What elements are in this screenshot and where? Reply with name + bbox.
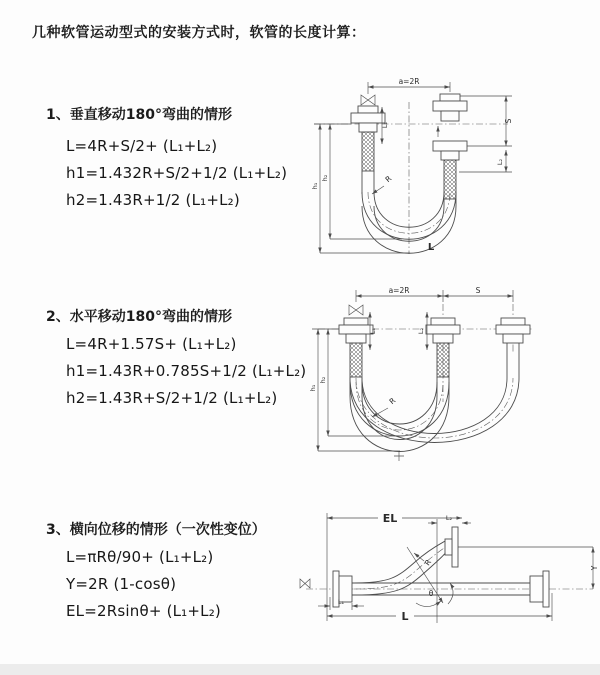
angle-construction: [407, 547, 453, 607]
page-bottom-band: [0, 664, 600, 675]
braid-section: [437, 343, 449, 377]
l1-label: L₁: [369, 327, 377, 335]
displaced-hose: [354, 541, 445, 595]
section-lateral-displacement: [46, 519, 316, 620]
span-dimension-label: a=2R: [388, 286, 410, 295]
centre-tick: [394, 451, 404, 461]
formula-h1: h1=1.432R+S/2+1/2 (L₁+L₂): [66, 164, 288, 182]
h2-label: h₂: [321, 174, 329, 182]
formula-length: L=4R+S/2+ (L₁+L₂): [66, 137, 218, 155]
l1-label: L₁: [381, 121, 389, 129]
section-3-heading: 3、横向位移的情形（一次性变位）: [46, 522, 266, 538]
section-2-heading: 2、水平移动180°弯曲的情形: [46, 309, 232, 325]
valve-icon: [349, 305, 363, 315]
stroke-label: S: [475, 286, 481, 295]
y-label: Y: [590, 565, 599, 571]
formula-length: L=4R+1.57S+ (L₁+L₂): [66, 335, 237, 353]
diagram-horizontal-180-bend: [306, 282, 536, 474]
l2-label: L₂: [417, 327, 425, 335]
radius-label: R: [422, 557, 434, 568]
length-label: L: [401, 610, 409, 623]
right-fitting-upper: [433, 94, 467, 121]
l2-label: L₂: [445, 514, 453, 522]
section-1-heading: 1、垂直移动180°弯曲的情形: [46, 107, 232, 123]
braid-section: [350, 343, 362, 377]
left-fitting: [351, 106, 385, 194]
length-label: L: [427, 242, 435, 253]
radius-label: R: [387, 395, 398, 407]
h1-label: h₁: [311, 182, 319, 190]
middle-fitting: [426, 318, 460, 396]
formula-y: Y=2R (1-cosθ): [66, 575, 177, 593]
diagram-lateral-displacement: [298, 497, 600, 652]
formula-h2: h2=1.43R+1/2 (L₁+L₂): [66, 191, 240, 209]
formula-h1: h1=1.43R+0.785S+1/2 (L₁+L₂): [66, 362, 307, 380]
l1-label: L₁: [337, 598, 345, 606]
displaced-flange: [445, 527, 593, 567]
formula-h2: h2=1.43R+S/2+1/2 (L₁+L₂): [66, 389, 278, 407]
right-flange: [530, 571, 549, 607]
h1-label: h₁: [309, 384, 317, 392]
diagram-vertical-180-bend: [306, 74, 531, 256]
l2-label: L₂: [496, 158, 504, 166]
theta-label: θ: [428, 589, 434, 598]
page-title: 几种软管运动型式的安装方式时，软管的长度计算：: [32, 25, 366, 41]
braid-section: [362, 132, 374, 171]
section-vertical-movement: [46, 104, 316, 209]
stroke-label: S: [504, 118, 513, 124]
valve-icon: [361, 95, 375, 105]
el-label: EL: [382, 512, 398, 525]
section-horizontal-movement: [46, 306, 316, 407]
valve-icon: [300, 579, 310, 588]
span-dimension-label: a=2R: [398, 77, 420, 86]
formula-length: L=πRθ/90+ (L₁+L₂): [66, 548, 214, 566]
radius-label: R: [383, 173, 394, 185]
formula-el: EL=2Rsinθ+ (L₁+L₂): [66, 602, 221, 620]
braid-section: [444, 160, 456, 199]
h2-label: h₂: [319, 376, 327, 384]
